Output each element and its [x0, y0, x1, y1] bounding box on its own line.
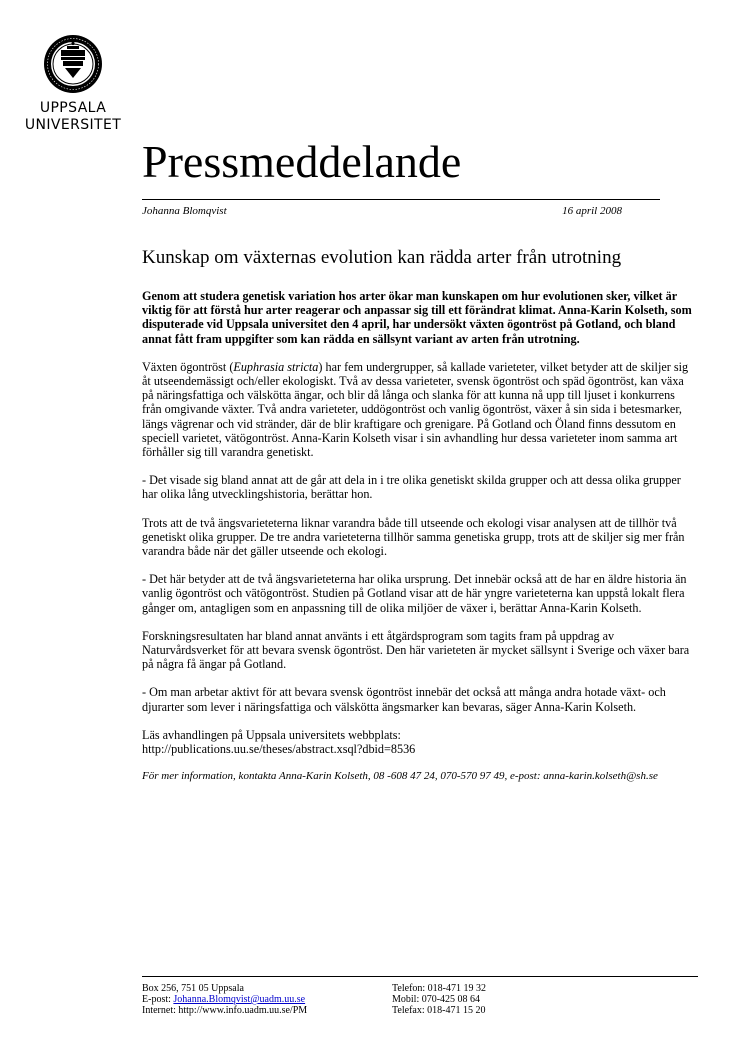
thesis-url: http://publications.uu.se/theses/abstract.xsql?dbid=8536 [142, 742, 416, 757]
university-logo [18, 34, 128, 134]
paragraph-2: - Det visade sig bland annat att de går att dela in i tre olika genetiskt skilda grupper och att dessa olika grupper har olika lång utvecklingshistoria, berättar hon. [142, 473, 681, 502]
university-name-line2: UNIVERSITET [24, 117, 122, 133]
footer-divider [142, 976, 698, 977]
species-name: Euphrasia stricta [233, 359, 319, 374]
footer-mobile: Mobil: 070-425 08 64 [392, 994, 481, 1005]
paragraph-1-start: Växten ögontröst ( [142, 359, 234, 374]
footer-left [142, 983, 307, 1016]
headline: Kunskap om växternas evolution kan rädda arter från utrotning [142, 247, 622, 268]
footer-address: Box 256, 751 05 Uppsala [142, 983, 244, 994]
thesis-intro: Läs avhandlingen på Uppsala universitets webbplats: [142, 727, 401, 742]
paragraph-7 [142, 728, 692, 756]
author: Johanna Blomqvist [142, 205, 227, 217]
publish-date: 16 april 2008 [562, 205, 622, 217]
footer-email-link[interactable]: Johanna.Blomqvist@uadm.uu.se [173, 994, 306, 1005]
footer-phone: Telefon: 018-471 19 32 [392, 983, 487, 994]
university-seal-icon [43, 34, 103, 94]
footer-email-row [142, 994, 307, 1005]
article-body [142, 289, 692, 797]
footer-fax: Telefax: 018-471 15 20 [392, 1005, 486, 1016]
university-name-line1: UPPSALA [39, 100, 107, 116]
paragraph-3: Trots att de två ängsvarieteterna liknar varandra både till utseende och ekologi visar analysen att de tillhör två genetiskt olika grupper. De tre andra varieteterna tillhör samma genetiska grupp, trots att de skiljer sig mer från varandra både när det gäller utseende och ekologi. [142, 515, 685, 559]
paragraph-1 [142, 360, 692, 459]
lead-paragraph: Genom att studera genetisk variation hos arter ökar man kunskapen om hur evolutionen sker, vilket är viktig för att förstå hur arter reagerar och anpassar sig till ett förändrat klimat. Anna-Karin Kolseth, som disputerade vid Uppsala universitet den 4 april, har undersökt växten ögontröst på Gotland, och bland annat fått fram uppgifter som kan rädda en sällsynt variant av arten från utrotning. [142, 289, 692, 346]
paragraph-6: - Om man arbetar aktivt för att bevara svensk ögontröst innebär det också att många andra hotade växt- och djurarter som lever i näringsfattiga och välskötta ängsmarker kan bevaras, säger Anna-Karin Kolseth. [142, 685, 666, 714]
footer-email-label: E-post: [142, 994, 174, 1005]
footer-internet: Internet: http://www.info.uadm.uu.se/PM [142, 1005, 308, 1016]
paragraph-5: Forskningsresultaten har bland annat använts i ett åtgärdsprogram som tagits fram på uppdrag av Naturvårdsverket för att bevara svensk ögontröst. Den här varieteten är mycket sällsynt i Sverige och växer bara på några få ängar på Gotland. [142, 628, 690, 672]
page-title: Pressmeddelande [142, 136, 462, 187]
byline [142, 205, 622, 217]
contact-info: För mer information, kontakta Anna-Karin Kolseth, 08 -608 47 24, 070-570 97 49, e-post: anna-karin.kolseth@sh.se [142, 770, 658, 783]
header-divider [142, 199, 660, 200]
paragraph-1-rest: ) har fem undergrupper, så kallade varieteter, vilket betyder att de skiljer sig åt utseendemässigt och/eller ekologiskt. Två av dessa varieteter, svensk ögontröst och späd ögontröst, kan växa på näringsfattiga och välskötta ängar, och blir då långa och slanka för att kunna nå upp till ljuset i konkurrens från omgivande växter. Två andra varieteter, uddögontröst och vanlig ögontröst, växer å sin sida i betesmarker, längs vägrenar och vid stränder, där de blir kraftigare och grenigare. På Gotland och Öland finns dessutom en speciell varietet, vätögontröst. Anna-Karin Kolseth visar i sin avhandling hur dessa varieteter inom samma art förhåller sig till varandra genetiskt. [142, 359, 689, 460]
paragraph-4: - Det här betyder att de två ängsvarieteterna har olika ursprung. Det innebär också att de har en äldre historia än vanlig ögontröst och vätögontröst. Studien på Gotland visar att de här yngre varieteterna kan uppstå lokalt flera gånger om, antagligen som en anpassning till de olika miljöer de växer i, berättar Anna-Karin Kolseth. [142, 572, 687, 615]
footer-right [392, 983, 486, 1016]
